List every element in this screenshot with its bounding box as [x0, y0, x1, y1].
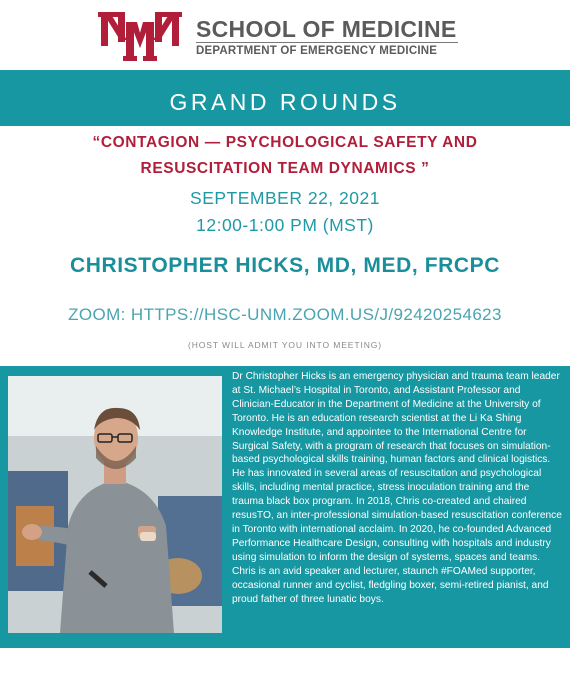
talk-title-line-1: “CONTAGION — PSYCHOLOGICAL SAFETY AND	[92, 134, 478, 151]
speaker-bio: Dr Christopher Hicks is an emergency physician and trauma team leader at St. Michael’s Hospital in Toronto, and Assistant Professor and Clinician-Educator in the Department of Medicine at the University of Toronto. He is an education research scientist at the Li Ka Shing Knowledge Institute, and appointee to the International Centre for Surgical Safety, with a program of research that focuses on simulation-based psychological skills training, human factors and clinical logistics. He has innovated in several areas of resuscitation and psychological skills, including mental practice, stress inoculation training and the trauma black box program. In 2018, Chris co-created and chaired resusTO, an inter-professional simulation-based resuscitation conference in Toronto with international acclaim. In 2020, he co-founded Advanced Performance Healthcare Design, consulting with hospitals and industry using simulation to inform the design of systems, spaces and teams. Chris is an avid speaker and lecturer, staunch #FOAMed supporter, occasional runner and cyclist, fledgling boxer, semi-retired pianist, and proud father of three lunatic boys.	[232, 371, 562, 605]
event-time: 12:00-1:00 PM (MST)	[196, 215, 374, 235]
speaker-photo-icon	[8, 376, 222, 633]
host-note: (HOST WILL ADMIT YOU INTO MEETING)	[187, 340, 382, 350]
title-divider	[196, 42, 458, 43]
header	[0, 0, 570, 70]
zoom-link[interactable]: ZOOM: HTTPS://HSC-UNM.ZOOM.US/J/92420254623	[68, 305, 502, 324]
speaker-name: CHRISTOPHER HICKS, MD, MED, FRCPC	[69, 254, 501, 277]
department-title: DEPARTMENT OF EMERGENCY MEDICINE	[196, 45, 438, 57]
event-date: SEPTEMBER 22, 2021	[190, 188, 380, 208]
unm-logo-icon	[96, 10, 184, 62]
school-title: SCHOOL OF MEDICINE	[196, 16, 457, 42]
speaker-photo	[8, 376, 222, 633]
talk-title-line-2: RESUSCITATION TEAM DYNAMICS ”	[140, 160, 430, 177]
banner-title: GRAND ROUNDS	[169, 89, 401, 115]
